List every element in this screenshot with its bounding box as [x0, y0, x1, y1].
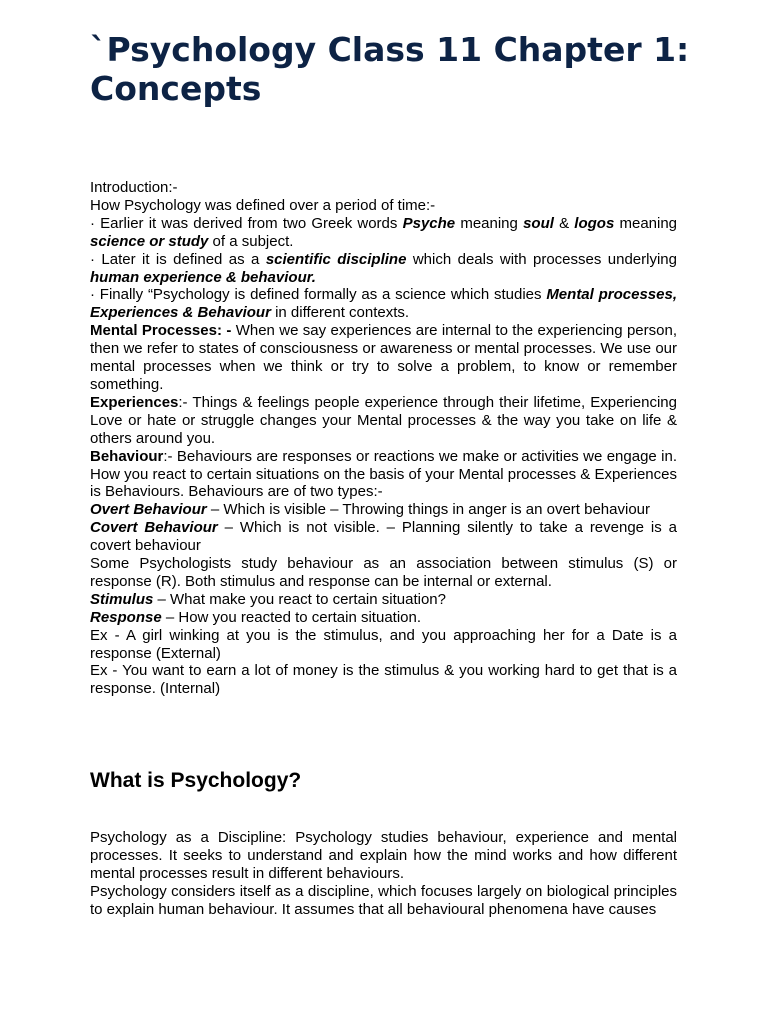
stimulus-label: Stimulus: [90, 590, 154, 608]
definition-line: How Psychology was defined over a period of time:-: [90, 196, 436, 214]
bullet-greek-origin: · Earlier it was derived from two Greek words Psyche meaning soul & logos meaning science or study of a subject.: [90, 214, 678, 250]
behaviour-label: Behaviour: [90, 447, 164, 465]
intro-heading: Introduction:-: [90, 179, 178, 196]
covert-behaviour-line: Covert Behaviour – Which is not visible. – Planning silently to take a revenge is a covert behaviour: [90, 519, 677, 555]
stimulus-line: Stimulus – What make you react to certain situation?: [90, 590, 446, 608]
discipline-paragraph: Psychology as a Discipline: Psychology studies behaviour, experience and mental processes. It seeks to understand and explain how the mind works and how different mental processes result in different behaviours.: [90, 829, 677, 882]
bullet-formal-definition: · Finally “Psychology is defined formally as a science which studies Mental processes, Experiences & Behaviour in different contexts.: [90, 286, 678, 322]
bullet-scientific-discipline: · Later it is defined as a scientific discipline which deals with processes underlying human experience & behaviour.: [90, 250, 677, 286]
overt-behaviour-label: Overt Behaviour: [90, 501, 207, 519]
section-heading-what-is-psychology: What is Psychology?: [90, 769, 302, 792]
example-internal: Ex - You want to earn a lot of money is the stimulus & you working hard to get that is a response. (Internal): [90, 662, 677, 698]
stimulus-response-paragraph: Some Psychologists study behaviour as an association between stimulus (S) or response (R). Both stimulus and response can be internal or external.: [90, 555, 677, 590]
page-title: `Psychology Class 11 Chapter 1: Concepts: [90, 30, 690, 108]
overt-behaviour-line: Overt Behaviour – Which is visible – Throwing things in anger is an overt behaviour: [90, 501, 651, 519]
response-label: Response: [90, 608, 162, 626]
behaviour-paragraph: Behaviour:- Behaviours are responses or reactions we make or activities we engage in. How you react to certain situations on the basis of your Mental processes & Experiences is Behaviours. Behaviours are of two types:-: [90, 447, 677, 501]
experiences-label: Experiences: [90, 393, 179, 411]
experiences-paragraph: Experiences:- Things & feelings people experience through their lifetime, Experiencing Love or hate or struggle changes your Mental processes & the way you take on life & others around you.: [90, 393, 677, 447]
covert-behaviour-label: Covert Behaviour: [90, 519, 218, 537]
response-line: Response – How you reacted to certain situation.: [90, 608, 422, 626]
mental-processes-label: Mental Processes: -: [90, 322, 232, 340]
example-external: Ex - A girl winking at you is the stimulus, and you approaching her for a Date is a response (External): [90, 626, 677, 662]
introduction-section: [90, 179, 677, 698]
what-is-psychology-section: [90, 829, 677, 919]
biological-principles-paragraph: Psychology considers itself as a discipline, which focuses largely on biological principles to explain human behaviour. It assumes that all behavioural phenomena have causes: [90, 882, 677, 918]
mental-processes-paragraph: Mental Processes: - When we say experiences are internal to the experiencing person, then we refer to states of consciousness or awareness or mental processes. We use our mental processes when we think or try to solve a problem, to know or remember something.: [90, 322, 677, 393]
